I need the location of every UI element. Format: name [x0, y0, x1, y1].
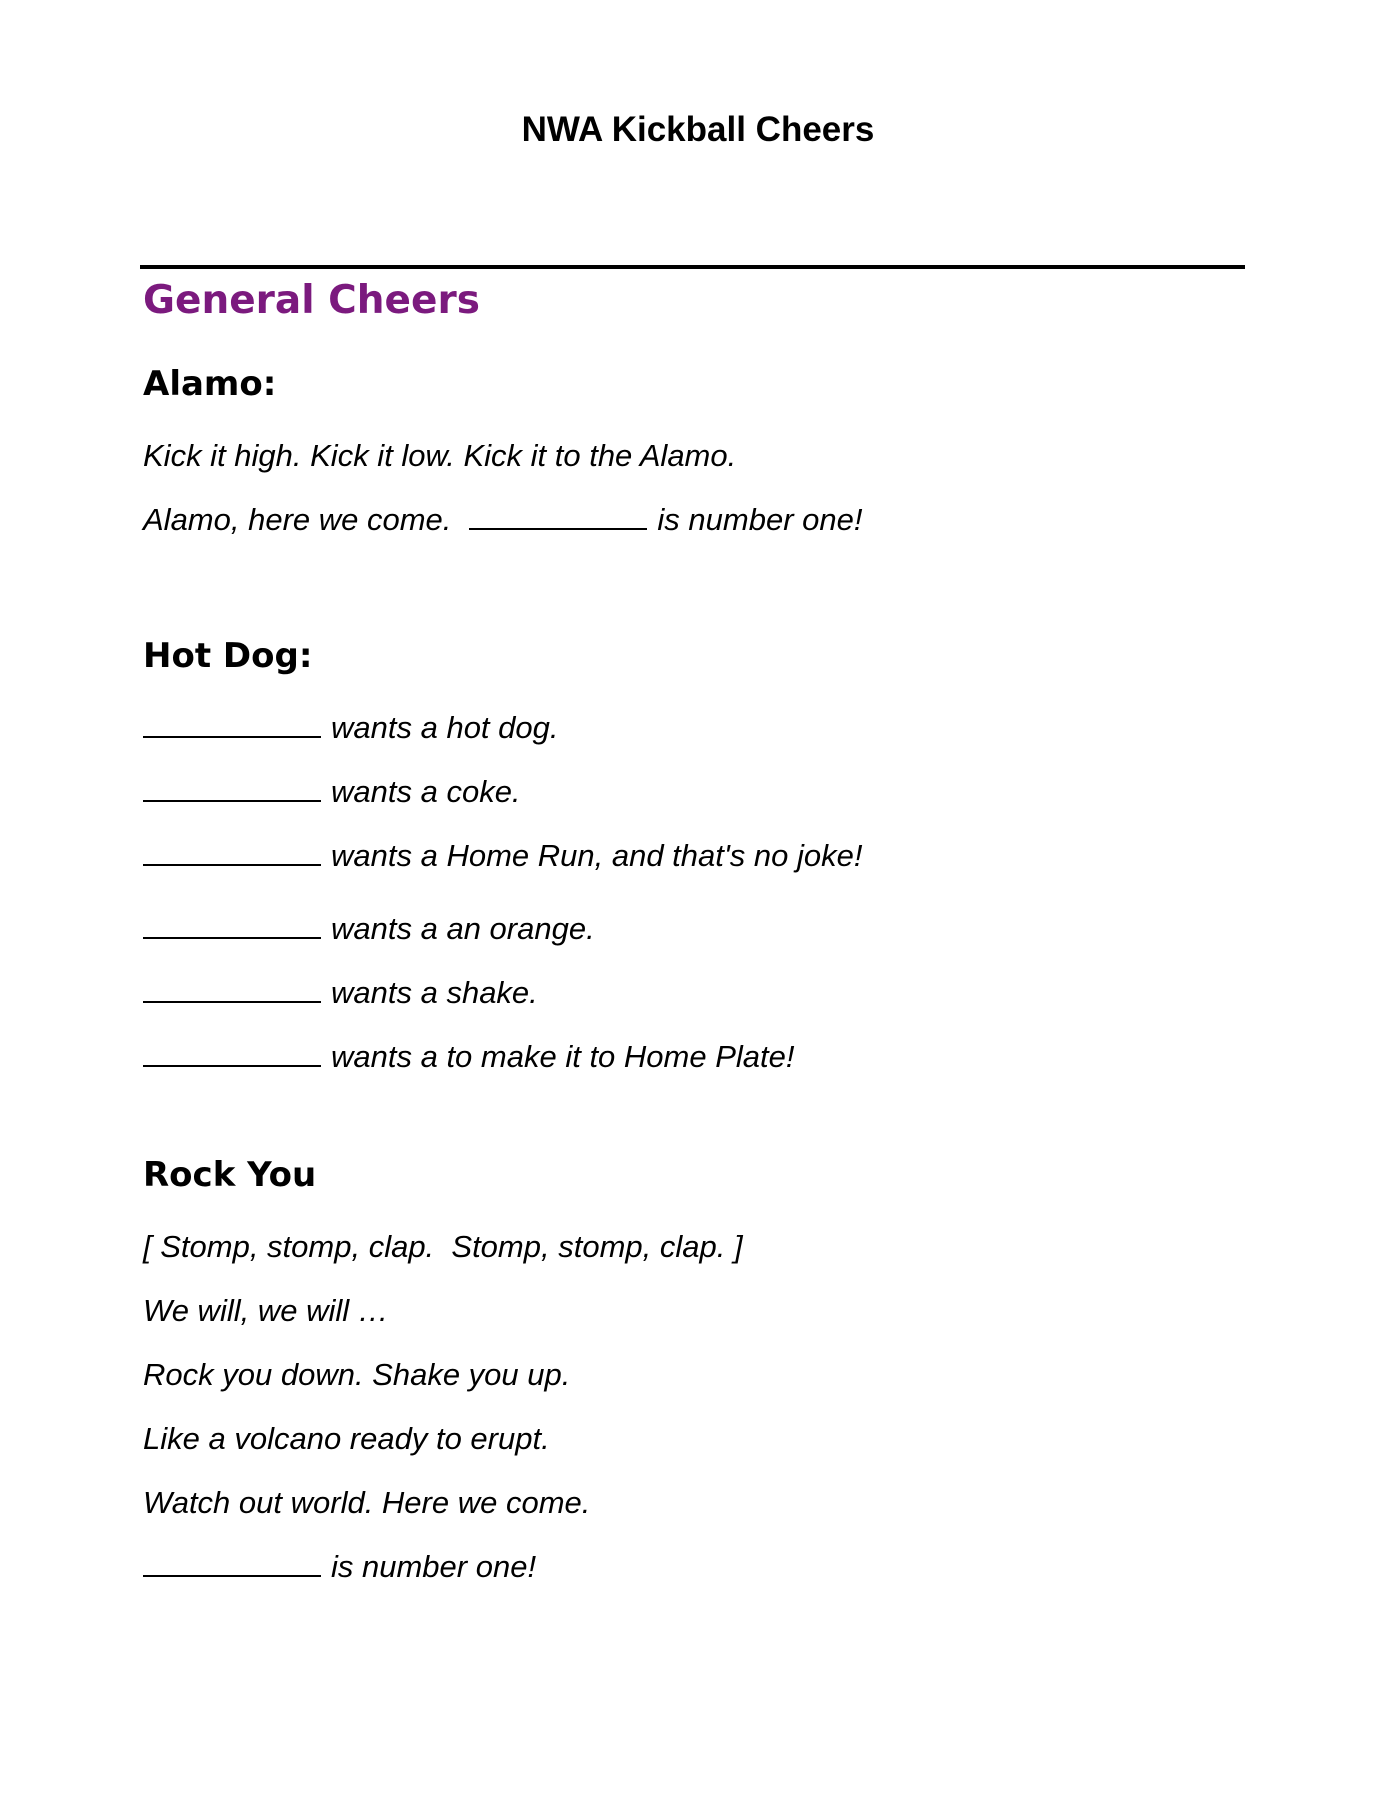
hot-dog-line — [143, 973, 538, 1013]
hot-dog-line-text: wants a shake. — [331, 975, 538, 1010]
hot-dog-line-text: wants a Home Run, and that's no joke! — [331, 838, 863, 873]
hot-dog-line-text: wants a an orange. — [331, 911, 595, 946]
hot-dog-line — [143, 708, 559, 748]
name-blank — [143, 710, 321, 738]
name-blank — [143, 975, 321, 1003]
alamo-line-2-end: is number one! — [657, 502, 863, 537]
rock-you-line: [ Stomp, stomp, clap. Stomp, stomp, clap. ] — [143, 1229, 743, 1264]
hot-dog-line — [143, 772, 521, 812]
document-title: NWA Kickball Cheers — [521, 110, 875, 149]
section-heading: General Cheers — [143, 278, 480, 323]
rock-you-line: Watch out world. Here we come. — [143, 1485, 591, 1520]
cheer-heading-hot-dog: Hot Dog: — [143, 636, 313, 676]
hot-dog-line — [143, 836, 863, 876]
name-blank — [469, 502, 647, 530]
alamo-line-2-start: Alamo, here we come. — [143, 502, 452, 537]
rock-you-line: Rock you down. Shake you up. — [143, 1357, 571, 1392]
horizontal-rule — [140, 265, 1245, 269]
rock-you-line: Like a volcano ready to erupt. — [143, 1421, 550, 1456]
hot-dog-line — [143, 1037, 795, 1077]
name-blank — [143, 1549, 321, 1577]
alamo-line-1: Kick it high. Kick it low. Kick it to the Alamo. — [143, 438, 737, 473]
name-blank — [143, 1039, 321, 1067]
cheer-heading-alamo: Alamo: — [143, 364, 277, 404]
hot-dog-line-text: wants a coke. — [331, 774, 521, 809]
rock-you-closing-text: is number one! — [331, 1549, 537, 1584]
rock-you-closing-line — [143, 1547, 536, 1587]
hot-dog-line-text: wants a hot dog. — [331, 710, 559, 745]
name-blank — [143, 911, 321, 939]
hot-dog-line — [143, 909, 595, 949]
cheer-heading-rock-you: Rock You — [143, 1155, 317, 1195]
alamo-line-2 — [143, 500, 862, 540]
name-blank — [143, 774, 321, 802]
name-blank — [143, 838, 321, 866]
rock-you-line: We will, we will … — [143, 1293, 389, 1328]
hot-dog-line-text: wants a to make it to Home Plate! — [331, 1039, 795, 1074]
